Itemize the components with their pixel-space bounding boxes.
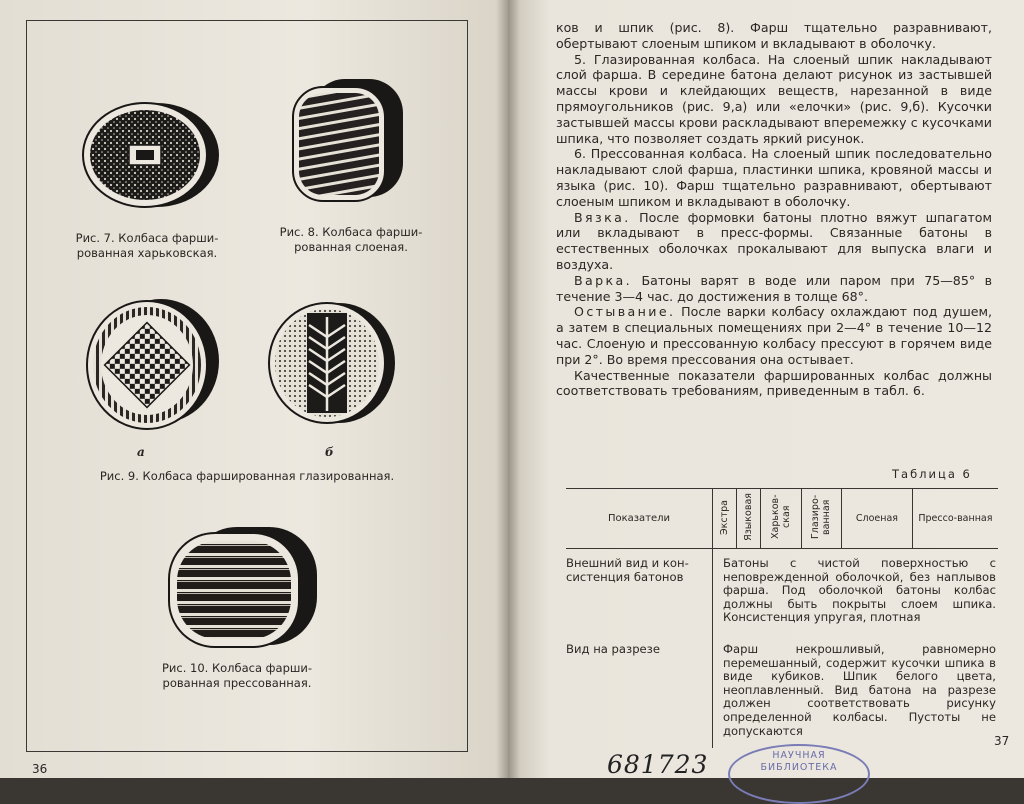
right-page-number: 37 [994,734,1010,748]
paragraph-vyazka [556,210,992,273]
figure-7-illustration [79,99,221,211]
table-row-text: Фарш некрошливый, равномерно перемешанный, содержит кусочки шпика в виде кубиков. Шпик белого цвета, неоплавленный. Вид батона на разрезе должен соответствовать рисунку определенной колбасы. Пустоты не допускаются [713,635,999,748]
paragraph-varka [556,273,992,305]
figure-8-caption-line2: рованная слоеная. [294,240,408,254]
paragraph-pressed-sausage: 6. Прессованная колбаса. На слоеный шпик последовательно накладывают слой фарша, пластинки шпика, кровяной массы и языка (рис. 10). Фарш тщательно разравнивают, обертывают слоеным шпиком и вкладывают в оболочку. [556,146,992,209]
figure-9-label-a: а [137,445,145,459]
table-header-pressovannaya: Прессо-ванная [912,489,998,549]
varka-text: Батоны варят в воде или паром при 75—85° в течение 3—4 час. до достижения в толще 68°. [556,272,992,304]
table-header-extra [713,489,737,549]
figure-9b-illustration [263,299,399,427]
figure-frame [26,20,468,752]
table-row-label: Внешний вид и кон-систенция батонов [566,556,689,584]
figure-7-caption-line2: рованная харьковская. [76,246,218,260]
table-header-kharkovskaya [761,489,802,549]
table-header-sloenaya: Слоеная [842,489,913,549]
table-header-yazykovaya-label: Языковая [743,493,755,541]
figure-10-caption-line1: Рис. 10. Колбаса фарши- [161,661,313,675]
left-page-number: 36 [32,762,48,776]
right-page-body [556,20,992,399]
table-header-yazykovaya [737,489,761,549]
stamp-line2: БИБЛИОТЕКА [760,762,838,773]
table-header-kharkovskaya-label: Харьков-ская [769,494,792,540]
figure-8-illustration [289,75,407,205]
table-row-label: Вид на разрезе [566,641,660,656]
table-header-glazirovannaya-label: Глазиро-ванная [810,494,833,540]
figure-9a-illustration [81,295,221,435]
paragraph-glazed-sausage: 5. Глазированная колбаса. На слоеный шпик накладывают слой фарша. В середине батона делают рисунок из застывшей массы крови и клейдающих веществ, нарезанной в виде прямоугольников (рис. 9,а) или «елочки» (рис. 9,б). Кусочки застывшей массы крови раскладывают вперемежку с кусочками шпика, что позволяет создать яркий рисунок. [556,51,992,146]
library-stamp [728,744,870,804]
table-row-text: Батоны с чистой поверхностью с неповрежденной оболочкой, без наплывов фарша. Под оболочкой батоны колбас должны быть покрыты слоем шпика. Консистенция упругая, плотная [713,549,999,635]
figure-9-label-b: б [325,445,334,459]
quality-table [566,488,998,748]
varka-heading: Варка. [574,272,633,288]
figure-10-illustration [165,525,321,651]
book-gutter [496,0,520,778]
figure-10-caption-line2: рованная прессованная. [162,676,312,690]
table-header-indicators: Показатели [566,489,713,549]
figure-8-caption-line1: Рис. 8. Колбаса фарши- [279,225,423,239]
stamp-line1: НАУЧНАЯ [772,750,826,761]
table-row [566,549,998,635]
paragraph-continuation: ков и шпик (рис. 8). Фарш тщательно разравнивают, обертывают слоеным шпиком и вкладывают в оболочку. [556,20,992,51]
table-header-row [566,489,998,549]
ostyvanie-text: После варки колбасу охлаждают под душем, а затем в специальных помещениях при 2—4° в течение 10—12 час. Слоеную и прессованную колбасу прессуют в горячем виде при 2°. Во время прессования она остывает. [556,304,992,367]
vyazka-text: После формовки батоны плотно вяжут шпагатом или вкладывают в пресс-формы. Связанные батоны в естественных оболочках прокалывают для выпуска влаги и воздуха. [556,209,992,272]
figure-7-caption [57,231,237,261]
paragraph-quality: Качественные показатели фаршированных колбас должны соответствовать требованиям, приведенным в табл. 6. [556,367,992,399]
figure-9-caption: Рис. 9. Колбаса фаршированная глазированная. [99,469,395,483]
paragraph-ostyvanie [556,304,992,367]
figure-10-caption [137,661,337,691]
left-page [0,0,508,778]
table-row [566,635,998,748]
figure-7-caption-line1: Рис. 7. Колбаса фарши- [75,231,219,245]
figure-8-caption [261,225,441,255]
table-header-glazirovannaya [801,489,842,549]
vyazka-heading: Вязка. [574,209,631,225]
table-header-extra-label: Экстра [719,499,730,535]
ostyvanie-heading: Остывание. [574,304,676,320]
catalog-number: 681723 [607,750,709,779]
table-title: Таблица 6 [892,467,972,481]
